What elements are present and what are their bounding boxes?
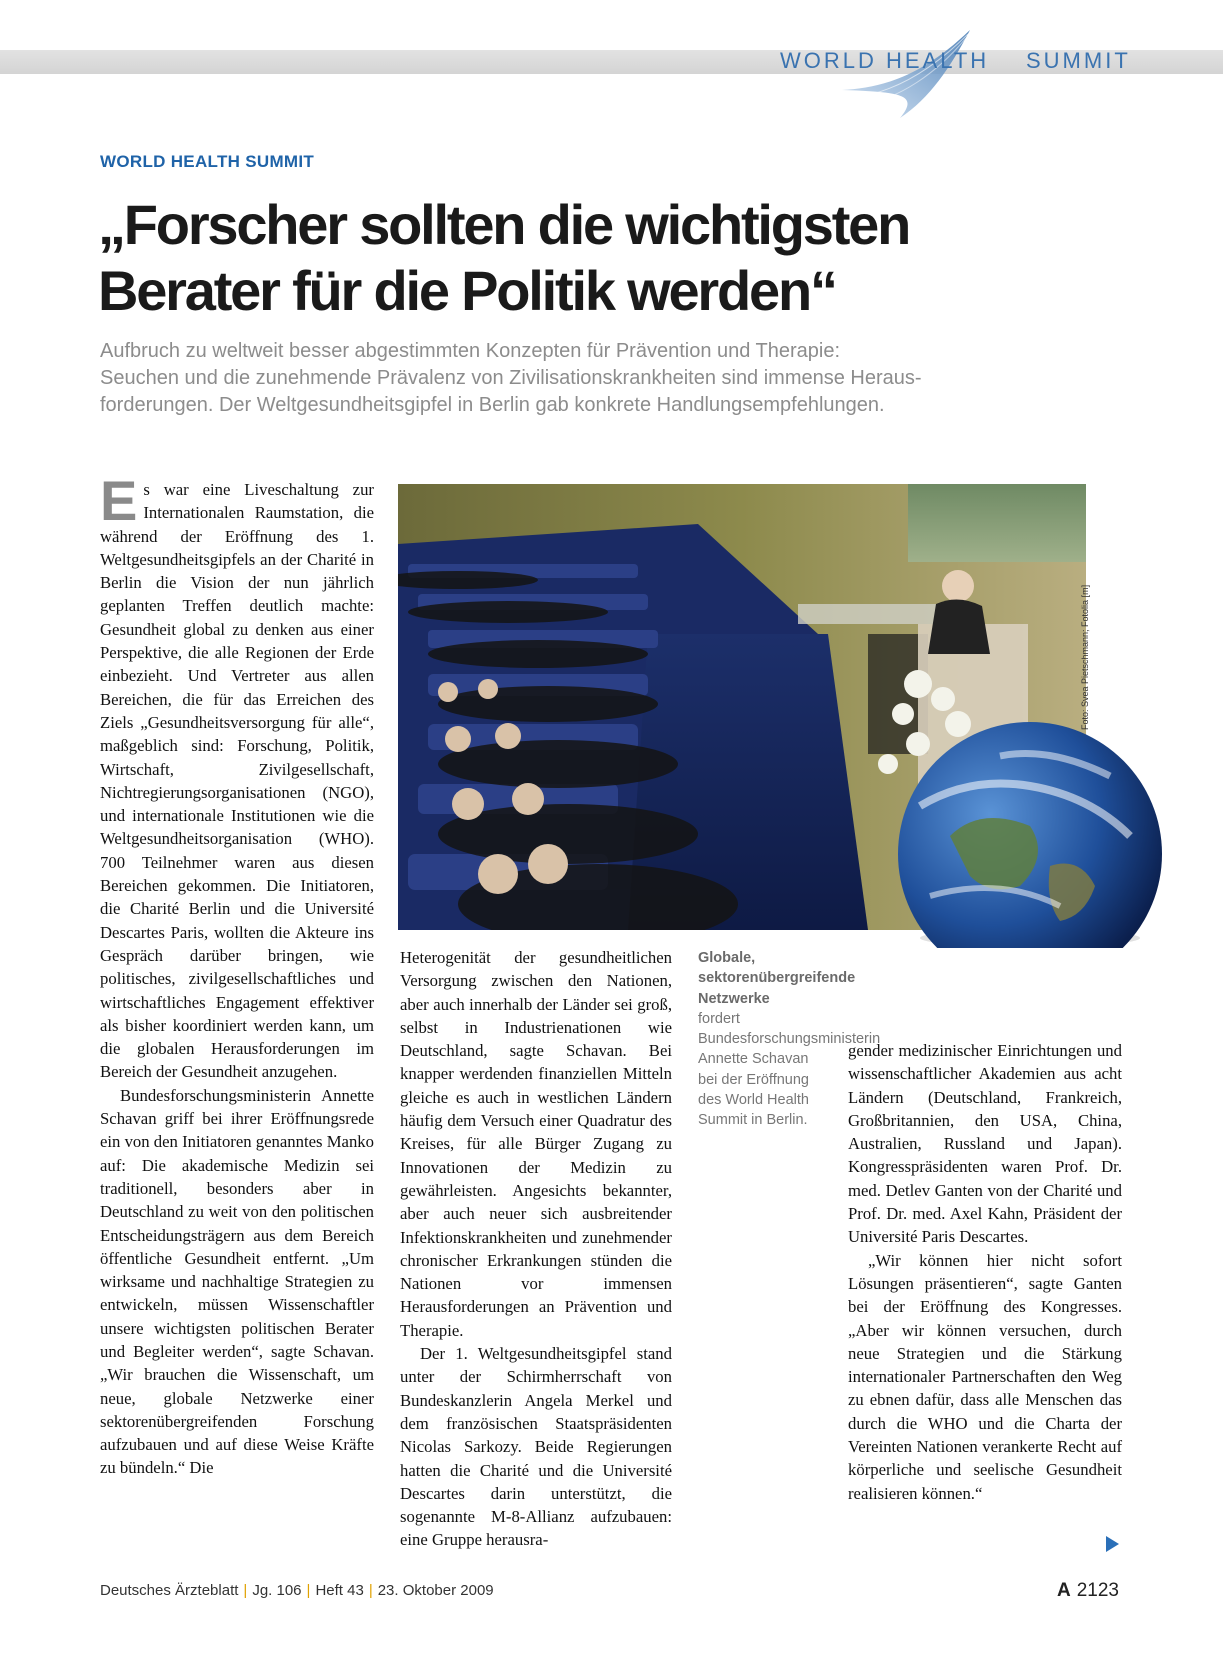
article-column-1 <box>100 469 374 1480</box>
brand-left: WORLD HEALTH <box>780 48 990 73</box>
separator: | <box>243 1582 248 1599</box>
separator: | <box>368 1582 373 1599</box>
drop-cap: E <box>100 469 138 532</box>
page-number <box>1057 1580 1119 1602</box>
volume: Jg. 106 <box>252 1582 302 1599</box>
brand-wordmark <box>780 46 1130 76</box>
photo-credit: Foto: Svea Pietschmann; Fotolia [m] <box>1080 584 1090 730</box>
article-column-3 <box>848 1039 1122 1505</box>
date: 23. Oktober 2009 <box>377 1582 494 1599</box>
photo-caption <box>698 948 881 1131</box>
paragraph-text: s war eine Liveschaltung zur Internationalen Raumstation, die während der Eröffnung des 1. Weltgesundheitsgipfels an der Charité in Berlin die Vision der nun jährlich geplanten Treffen deutlich machte: Gesundheit global zu denken aus einer Perspektive, die alle Regionen der Erde einbezieht. Und Vertreter aus allen Bereichen, die für das Erreichen des Ziels „Gesundheitsversorgung für alle“, maßgeblich sind: Forschung, Politik, Wirtschaft, Zivilgesellschaft, Nichtregierungsorganisationen (NGO), und internationale Institutionen wie die Weltgesundheitsorganisation (WHO). 700 Teilnehmer waren aus diesen Bereichen gekommen. Die Initiatoren, die Charité Berlin und die Université Descartes Paris, wollten die Akteure ins Gespräch darüber bringen, wie politisches, zivilgesellschaftliches und wirtschaftliches Engagement effektiver als bisher koordiniert werden kann, um die globalen Herausforderungen im Bereich der Gesundheit anzugehen. <box>100 480 374 1082</box>
body-paragraph <box>100 469 374 1084</box>
body-paragraph: Bundesforschungsministerin Annette Schavan griff bei ihrer Eröffnungsrede ein von den Initiatoren genanntes Manko auf: Die akademische Medizin sei traditionell, besonders aber in Deutschland zu weit von den politischen Entscheidungsträgern aus dem Bereich öffentliche Gesundheit entfernt. „Um wirksame und nachhaltige Strategien zu entwickeln, müssen Wissenschaftler unsere wichtigsten politischen Berater und Begleiter werden“, sagte Schavan. „Wir brauchen die Wissenschaft, um neue, globale Netzwerke einer sektorenübergreifenden Forschung aufzubauen und auf diese Weise Kräfte zu bündeln.“ Die <box>100 1085 374 1478</box>
headline-line: „Forscher sollten die wichtigsten <box>98 193 910 256</box>
caption-title: Globale, sektorenübergreifende Netzwerke <box>698 950 856 1007</box>
body-paragraph: Der 1. Weltgesundheitsgipfel stand unter der Schirmherrschaft von Bundeskanzlerin Angela Merkel und dem französischen Staatspräsidenten Nicolas Sarkozy. Beide Regierungen hatten die Charité und die Université Descartes darin unterstützt, die sogenannte M-8-Allianz aufzubauen: eine Gruppe herausra- <box>400 1344 672 1550</box>
page-prefix: A <box>1056 1580 1071 1601</box>
caption-text: fordert Bundesforschungsministerin Annette Schavan bei der Eröffnung des World Health Summit in Berlin. <box>698 1010 881 1129</box>
body-paragraph: gender medizinischer Einrichtungen und wissenschaftlicher Akademien aus acht Ländern (Deutschland, Frankreich, Großbritannien, den USA, China, Australien, Russland und Japan). Kongresspräsidenten waren Prof. Dr. med. Detlev Ganten von der Charité und Prof. Dr. med. Axel Kahn, Präsident der Université Paris Descartes. <box>848 1041 1122 1247</box>
article-column-2 <box>400 946 672 1552</box>
lead-line: Seuchen und die zunehmende Prävalenz von Zivilisationskrankheiten sind immense Heraus- <box>100 367 922 389</box>
brand-right: SUMMIT <box>1026 48 1131 73</box>
lead-line: Aufbruch zu weltweit besser abgestimmten Konzepten für Prävention und Therapie: <box>100 340 841 362</box>
globe-image <box>880 716 1170 948</box>
continue-arrow-icon <box>1106 1536 1119 1552</box>
kicker: WORLD HEALTH SUMMIT <box>100 152 315 171</box>
page-number-value: 2123 <box>1076 1580 1119 1601</box>
body-paragraph: Heterogenität der gesundheitlichen Versorgung zwischen den Nationen, aber auch innerhalb der Länder sei groß, selbst in Industrienationen wie Deutschland, sagte Schavan. Bei knapper werdenden finanziellen Mitteln gleiche es auch in westlichen Ländern häufig dem Versuch einer Quadratur des Kreises, für alle Bürger Zugang zu Innovationen der Medizin zu gewährleisten. Angesichts bekannter, aber auch neuer sich ausbreitender Infektionskrankheiten und zunehmender chronischer Erkrankungen stünden die Nationen vor immensen Herausforderungen an Prävention und Therapie. <box>400 948 672 1340</box>
footer-citation <box>100 1582 494 1599</box>
journal-name: Deutsches Ärzteblatt <box>100 1582 239 1599</box>
headline <box>98 192 1128 324</box>
lead-paragraph <box>100 338 1060 419</box>
separator: | <box>306 1582 311 1599</box>
body-paragraph: „Wir können hier nicht sofort Lösungen präsentieren“, sagte Ganten bei der Eröffnung des Kongresses. „Aber wir können versuchen, durch neue Strategien und die Stärkung internationaler Partnerschaften den Weg zu ebnen dafür, dass alle Menschen das durch die WHO und die Charta der Vereinten Nationen verankerte Recht auf körperliche und seelische Gesundheit realisieren können.“ <box>848 1250 1122 1503</box>
headline-line: Berater für die Politik werden“ <box>98 259 836 322</box>
lead-line: forderungen. Der Weltgesundheitsgipfel in Berlin gab konkrete Handlungsempfehlungen. <box>100 394 885 416</box>
issue: Heft 43 <box>315 1582 364 1599</box>
